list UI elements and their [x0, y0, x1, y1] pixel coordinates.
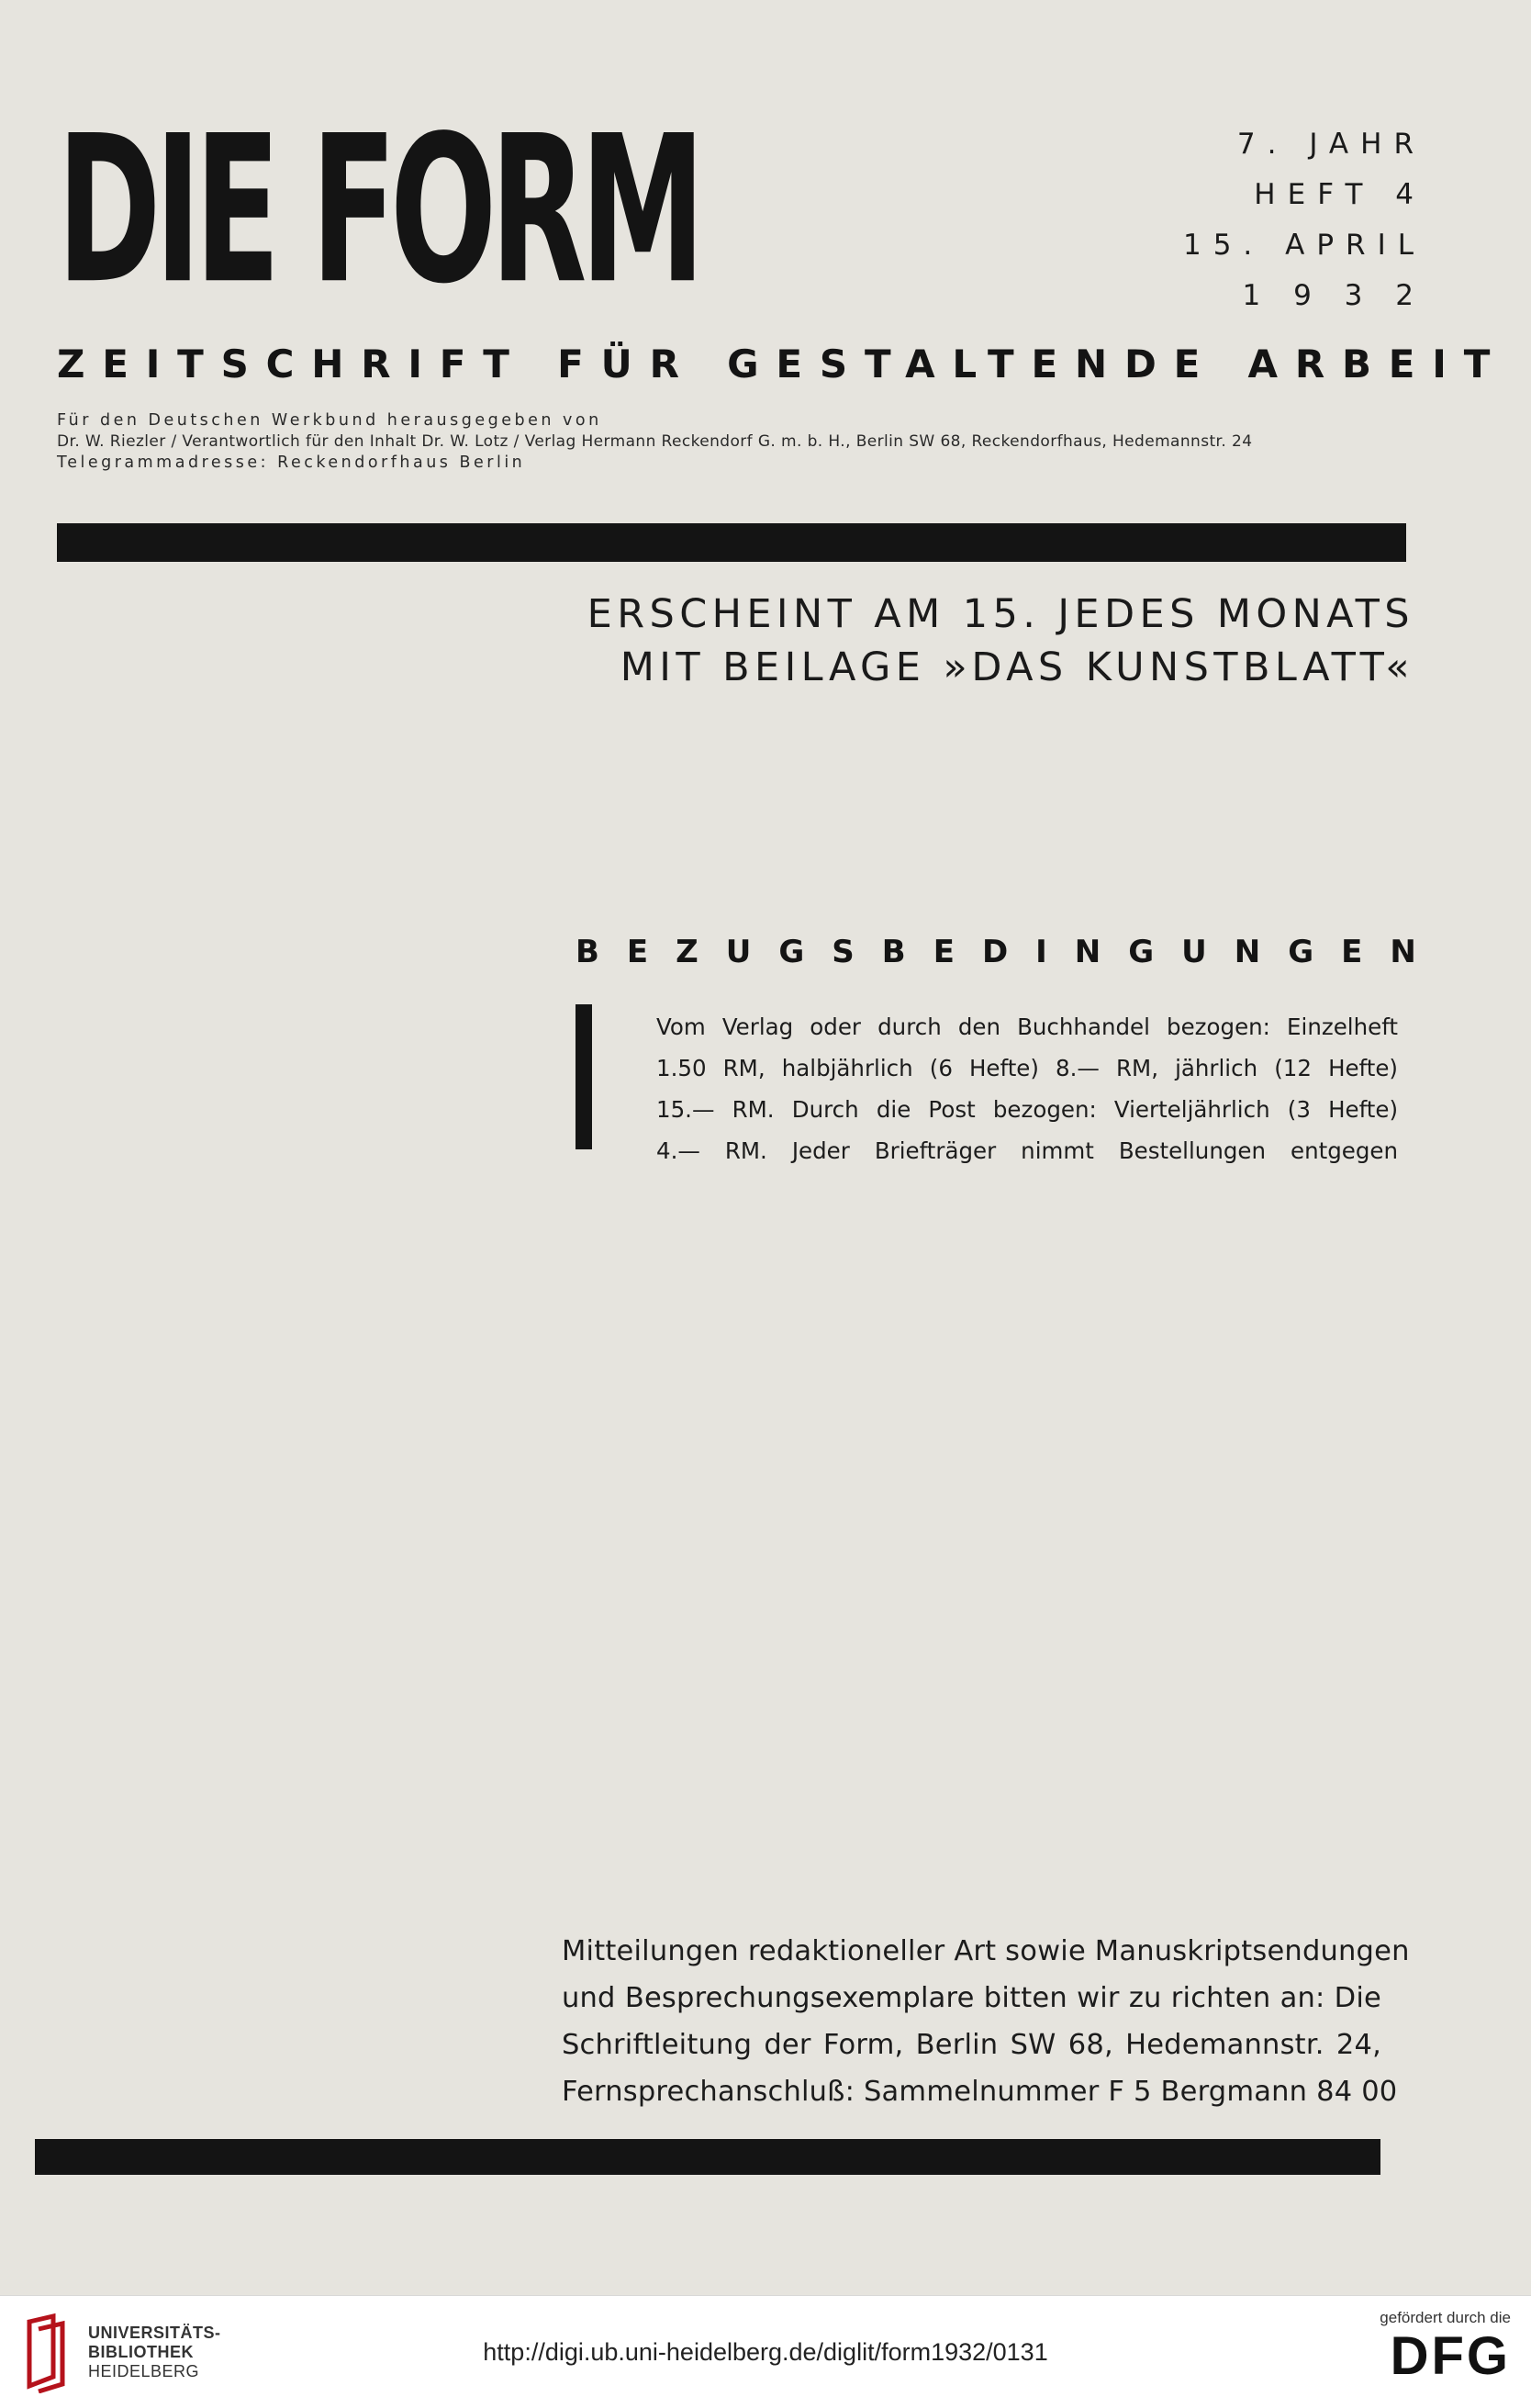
editorial-notice — [562, 1928, 1410, 2115]
issue-year: 7. JAHR — [1236, 128, 1425, 161]
divider-bar-top — [57, 523, 1406, 562]
issue-number: HEFT 4 — [1254, 178, 1425, 211]
terms-line: 4.— RM. Jeder Briefträger nimmt Bestellungen entgegen — [656, 1137, 1398, 1164]
publication-announcement — [587, 588, 1414, 694]
library-name-line: BIBLIOTHEK — [88, 2343, 194, 2361]
funding-text: gefördert durch die — [1380, 2309, 1511, 2326]
terms-line: 1.50 RM, halbjährlich (6 Hefte) 8.— RM, jährlich (12 Hefte) — [656, 1055, 1398, 1081]
digitization-footer — [0, 2295, 1531, 2408]
notice-line: Schriftleitung der Form, Berlin SW 68, Hedemannstr. 24, — [562, 2029, 1381, 2061]
terms-line: Vom Verlag oder durch den Buchhandel bezogen: Einzelheft — [656, 1014, 1398, 1040]
announcement-line: ERSCHEINT AM 15. JEDES MONATS — [587, 591, 1414, 637]
notice-line: Fernsprechanschluß: Sammelnummer F 5 Bergmann 84 00 — [562, 2076, 1398, 2108]
imprint-line: Dr. W. Riezler / Verantwortlich für den Inhalt Dr. W. Lotz / Verlag Hermann Reckendorf G. m. b. H., Berlin SW 68, Reckendorfhaus, Hedemannstr. 24 — [57, 432, 1253, 451]
issue-date: 15. APRIL — [1182, 229, 1425, 262]
notice-line: Mitteilungen redaktioneller Art sowie Manuskriptsendungen — [562, 1935, 1410, 1967]
imprint-line: Telegrammadresse: Reckendorfhaus Berlin — [57, 454, 526, 472]
terms-vertical-rule — [576, 1004, 592, 1149]
magazine-subtitle: ZEITSCHRIFT FÜR GESTALTENDE ARBEIT — [57, 342, 1508, 386]
terms-line: 15.— RM. Durch die Post bezogen: Vierteljährlich (3 Hefte) — [656, 1096, 1398, 1123]
imprint-line: Für den Deutschen Werkbund herausgegeben von — [57, 411, 602, 430]
magazine-title: DIE FORM — [57, 91, 699, 329]
dfg-logo: DFG — [1390, 2326, 1511, 2386]
notice-line: und Besprechungsexemplare bitten wir zu richten an: Die — [562, 1982, 1381, 2014]
announcement-line: MIT BEILAGE »DAS KUNSTBLATT« — [620, 644, 1414, 690]
library-name-line: UNIVERSITÄTS- — [88, 2324, 221, 2342]
terms-heading: BEZUGSBEDINGUNGEN — [576, 934, 1444, 970]
issue-info — [1182, 119, 1425, 321]
divider-bar-bottom — [35, 2139, 1380, 2175]
permalink[interactable]: http://digi.ub.uni-heidelberg.de/diglit/form1932/0131 — [483, 2338, 1048, 2366]
terms-body — [656, 1006, 1398, 1171]
issue-year-number: 1 9 3 2 — [1242, 279, 1425, 312]
library-name-line: HEIDELBERG — [88, 2362, 200, 2380]
funding-note — [1380, 2309, 1511, 2386]
imprint — [57, 410, 1252, 474]
